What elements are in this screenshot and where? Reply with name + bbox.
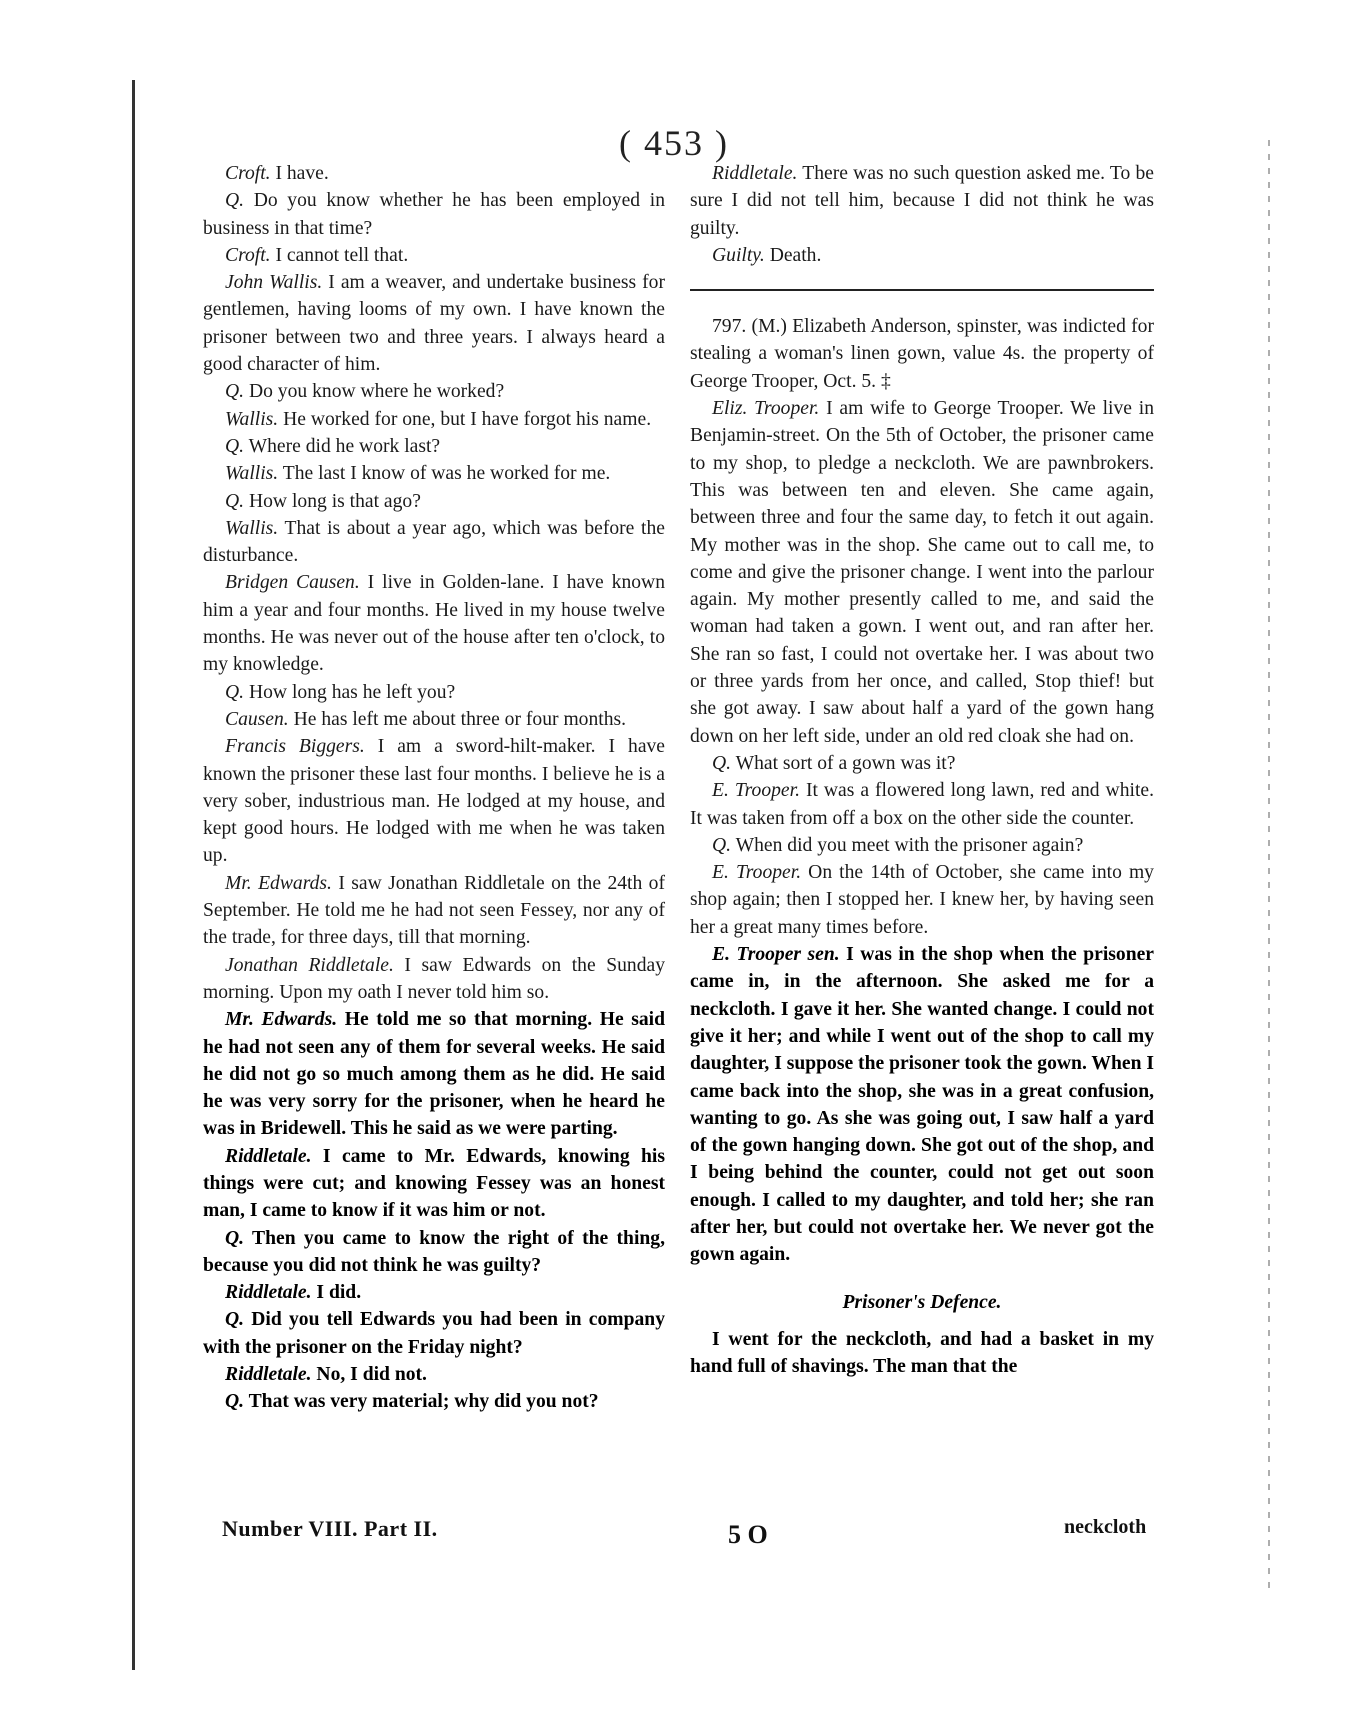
page-edge-shadow-left — [132, 80, 135, 1670]
testimony-paragraph — [203, 515, 665, 570]
case-heading: 797. (M.) Elizabeth Anderson, spinster, was indicted for stealing a woman's linen gown, value 4s. the property of George Trooper, Oct. 5. ‡ — [690, 316, 1154, 392]
testimony-paragraph — [203, 406, 665, 433]
speech-text: Where did he work last? — [244, 435, 441, 457]
speaker-label: Q. — [225, 681, 245, 703]
testimony-paragraph — [203, 569, 665, 678]
page-number: ( 453 ) — [619, 123, 729, 163]
speech-text: I did. — [311, 1282, 362, 1304]
testimony-paragraph — [203, 1388, 665, 1415]
testimony-paragraph — [203, 952, 665, 1007]
speaker-label: Q. — [225, 1227, 245, 1249]
speaker-label: Riddletale. — [712, 163, 798, 184]
speaker-label: Jonathan Riddletale. — [225, 954, 394, 976]
testimony-paragraph — [690, 395, 1154, 750]
testimony-paragraph — [203, 378, 665, 405]
page-edge-shadow-right — [1268, 140, 1270, 1590]
testimony-paragraph — [203, 1225, 665, 1280]
speech-text: He told me so that morning. He said he had not seen any of them for several weeks. He said he did not go so much among them as he did. He said he was very sorry for the prisoner, when he heard he was in Bridewell. This he said as we were parting. — [203, 1009, 665, 1140]
speech-text: There was no such question asked me. To be sure I did not tell him, because I did not think he was guilty. — [690, 163, 1154, 239]
speech-text: I am a sword-hilt-maker. I have known the prisoner these last four months. I believe he is a very sober, industrious man. He lodged at my house, and kept good hours. He lodged with me when he was taken up. — [203, 736, 666, 867]
testimony-paragraph — [690, 832, 1154, 859]
testimony-paragraph — [690, 859, 1154, 941]
speaker-label: Q. — [225, 1309, 245, 1331]
testimony-paragraph — [203, 1306, 665, 1361]
speaker-label: Q. — [225, 1391, 245, 1413]
speech-text: Then you came to know the right of the thing, because you did not think he was guilty? — [203, 1227, 665, 1276]
speaker-label: Guilty. — [712, 244, 765, 266]
speaker-label: E. Trooper sen. — [712, 944, 840, 966]
testimony-paragraph — [203, 706, 665, 733]
speech-text: I cannot tell that. — [270, 244, 409, 266]
testimony-paragraph — [203, 870, 665, 952]
defence-heading: Prisoner's Defence. — [842, 1291, 1002, 1313]
speech-text: Do you know whether he has been employed in business in that time? — [203, 190, 665, 239]
speech-text: He worked for one, but I have forgot his name. — [278, 408, 652, 430]
speaker-label: Causen. — [225, 708, 289, 730]
speaker-label: Francis Biggers. — [225, 736, 365, 758]
testimony-paragraph — [203, 679, 665, 706]
testimony-paragraph — [203, 433, 665, 460]
speech-text: Did you tell Edwards you had been in company with the prisoner on the Friday night? — [203, 1309, 665, 1358]
speech-text: The last I know of was he worked for me. — [278, 463, 611, 485]
testimony-paragraph — [203, 1279, 665, 1306]
testimony-paragraph — [203, 488, 665, 515]
left-column — [203, 160, 665, 1416]
speaker-label: Wallis. — [225, 517, 279, 539]
speech-text: Death. — [764, 244, 822, 266]
speech-text: Do you know where he worked? — [244, 381, 505, 403]
section-rule — [690, 289, 1154, 291]
testimony-paragraph — [690, 242, 1154, 269]
testimony-paragraph — [203, 1143, 665, 1225]
testimony-paragraph — [203, 187, 665, 242]
right-column — [690, 160, 1154, 1380]
speech-text: When did you meet with the prisoner again? — [731, 834, 1084, 856]
right-column-continuation — [690, 160, 1154, 269]
testimony-paragraph — [203, 1006, 665, 1142]
testimony-paragraph — [690, 777, 1154, 832]
speech-text: He has left me about three or four months. — [288, 708, 627, 730]
catchword: neckcloth — [1064, 1516, 1147, 1538]
speech-text: On the 14th of October, she came into my shop again; then I stopped her. I knew her, by having seen her a great many times before. — [690, 862, 1154, 938]
speaker-label: Croft. — [225, 244, 271, 266]
speaker-label: Q. — [225, 490, 245, 512]
footer-number-part: Number VIII. Part II. — [222, 1516, 438, 1541]
speech-text: How long is that ago? — [244, 490, 421, 512]
speaker-label: Mr. Edwards. — [225, 1009, 338, 1031]
speaker-label: Mr. Edwards. — [225, 872, 332, 894]
testimony-paragraph — [690, 941, 1154, 1269]
speaker-label: Eliz. Trooper. — [712, 398, 820, 420]
speech-text: That was very material; why did you not? — [244, 1391, 599, 1413]
speech-text: I have. — [270, 163, 329, 184]
speaker-label: Riddletale. — [225, 1364, 312, 1386]
speech-text: No, I did not. — [311, 1364, 427, 1386]
speech-text: I came to Mr. Edwards, knowing his things were cut; and knowing Fessey was an honest man, I came to know if it was him or not. — [203, 1145, 665, 1222]
speaker-label: Riddletale. — [225, 1282, 312, 1304]
testimony-paragraph — [203, 269, 665, 378]
speech-text: I live in Golden-lane. I have known him a year and four months. He lived in my house twelve months. He was never out of the house after ten o'clock, to my knowledge. — [203, 572, 666, 676]
speaker-label: Croft. — [225, 163, 271, 184]
speech-text: I am wife to George Trooper. We live in Benjamin-street. On the 5th of October, the prisoner came to my shop, to pledge a neckcloth. We are pawnbrokers. This was between ten and eleven. She came again, between three and four the same day, to fetch it out again. My mother was in the shop. She came out to call me, to come and give the prisoner change. I went into the parlour again. My mother presently called to me, and said the woman had taken a gown. I went out, and ran after her. She ran so fast, I could not overtake her. I was about two or three yards from her once, and called, Stop thief! but she got away. I saw about half a yard of the gown hang down on her left side, under an old red cloak she had on. — [690, 398, 1154, 747]
testimony-paragraph — [203, 460, 665, 487]
speaker-label: E. Trooper. — [712, 862, 802, 884]
speech-text: It was a flowered long lawn, red and white. It was taken from off a box on the other side the counter. — [690, 780, 1154, 829]
testimony-paragraph — [690, 160, 1154, 242]
speaker-label: John Wallis. — [225, 272, 323, 294]
signature-mark: 5 O — [728, 1520, 768, 1549]
defence-text: I went for the neckcloth, and had a basket in my hand full of shavings. The man that the — [690, 1328, 1154, 1378]
speaker-label: Q. — [225, 381, 245, 403]
speech-text: I am a weaver, and undertake business for gentlemen, having looms of my own. I have known the prisoner between two and three years. I always heard a good character of him. — [203, 272, 665, 376]
speaker-label: Q. — [712, 834, 732, 856]
speech-text: What sort of a gown was it? — [731, 752, 956, 774]
testimony-paragraph — [690, 750, 1154, 777]
speech-text: I was in the shop when the prisoner came in, in the afternoon. She asked me for a neckcloth. I gave it her. She wanted change. I could not give it her; and while I went out of the shop to call my daughter, I suppose the prisoner took the gown. When I came back into the shop, she was in a great confusion, wanting to go. As she was going out, I saw half a yard of the gown hanging down. She got out of the shop, and I being behind the counter, could not get out soon enough. I called to my daughter, and told her; she ran after her, but could not overtake her. We never got the gown again. — [690, 944, 1154, 1266]
speaker-label: Wallis. — [225, 463, 279, 485]
speech-text: How long has he left you? — [244, 681, 456, 703]
speaker-label: Q. — [225, 190, 245, 212]
speech-text: I saw Edwards on the Sunday morning. Upon my oath I never told him so. — [203, 954, 665, 1003]
testimony-paragraph — [203, 160, 665, 187]
speaker-label: Riddletale. — [225, 1145, 312, 1167]
speech-text: That is about a year ago, which was before the disturbance. — [203, 517, 665, 567]
testimony-paragraph — [203, 733, 665, 869]
speaker-label: Wallis. — [225, 408, 279, 430]
testimony-paragraph — [203, 1361, 665, 1388]
testimony-paragraph — [203, 242, 665, 269]
right-column-testimony — [690, 395, 1154, 1269]
speaker-label: Q. — [712, 752, 732, 774]
speech-text: I saw Jonathan Riddletale on the 24th of September. He told me he had not seen Fessey, nor any of the trade, for three days, till that morning. — [203, 872, 665, 949]
speaker-label: Bridgen Causen. — [225, 572, 360, 594]
speaker-label: Q. — [225, 435, 245, 457]
speaker-label: E. Trooper. — [712, 780, 800, 802]
